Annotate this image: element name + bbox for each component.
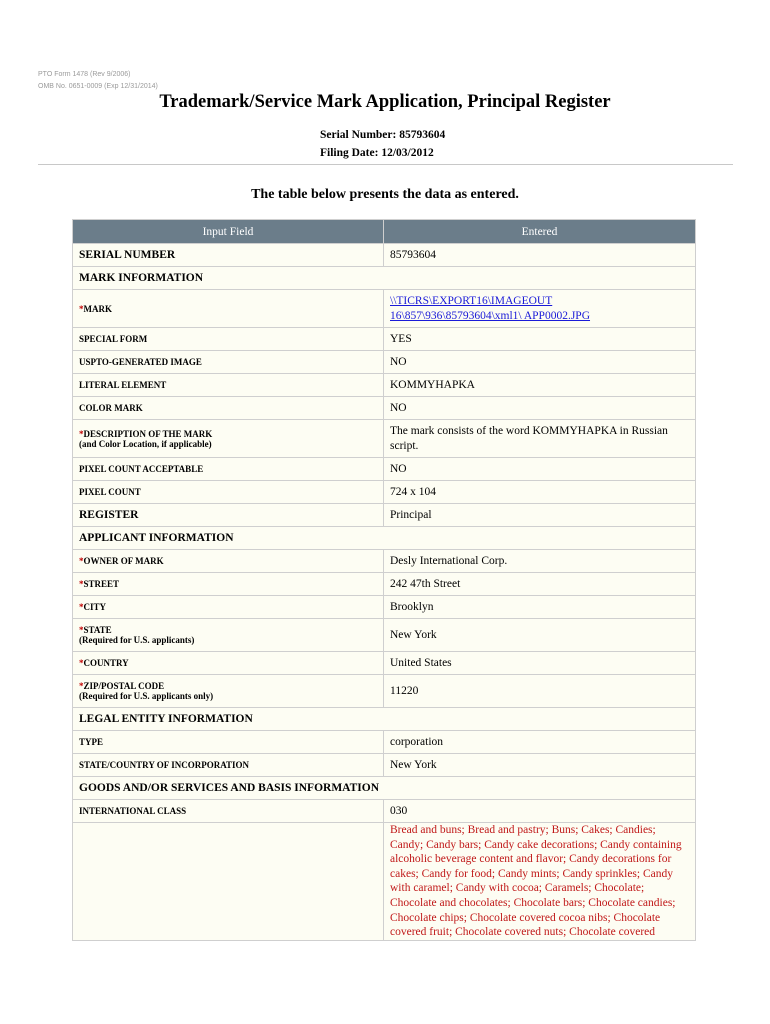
field-value: KOMMYHAPKA [384, 374, 696, 397]
table-row [73, 573, 696, 596]
table-caption: The table below presents the data as entered. [251, 187, 519, 202]
header-entered: Entered [384, 220, 696, 244]
table-row [73, 351, 696, 374]
table-row [73, 374, 696, 397]
field-label: *ZIP/POSTAL CODE (Required for U.S. applicants only) [73, 675, 384, 708]
section-row [73, 777, 696, 800]
section-legal-entity-information: LEGAL ENTITY INFORMATION [73, 708, 696, 731]
field-label: *OWNER OF MARK [73, 550, 384, 573]
table-row [73, 652, 696, 675]
table-row [73, 731, 696, 754]
serial-block [320, 126, 445, 162]
field-label: *STREET [73, 573, 384, 596]
field-value: NO [384, 351, 696, 374]
omb-number: OMB No. 0651-0009 (Exp 12/31/2014) [38, 83, 158, 90]
field-label: SERIAL NUMBER [73, 244, 384, 267]
field-value: 242 47th Street [384, 573, 696, 596]
field-value: New York [384, 754, 696, 777]
section-row [73, 708, 696, 731]
goods-description: Bread and buns; Bread and pastry; Buns; Cakes; Candies; Candy; Candy bars; Candy cake decorations; Candy containing alcoholic beverage content and flavor; Candy decorations for cakes; Candy for food; Candy mints; Candy sprinkles; Candy with caramel; Candy with cocoa; Caramels; Chocolate; Chocolate and chocolates; Chocolate bars; Chocolate candies; Chocolate chips; Chocolate covered cocoa nibs; Chocolate covered fruit; Chocolate covered nuts; Chocolate covered [384, 823, 696, 941]
field-label: REGISTER [73, 504, 384, 527]
field-value: NO [384, 458, 696, 481]
field-label: USPTO-GENERATED IMAGE [73, 351, 384, 374]
page-bottom-margin [0, 957, 770, 1024]
field-label: PIXEL COUNT [73, 481, 384, 504]
field-label: *CITY [73, 596, 384, 619]
field-value: NO [384, 397, 696, 420]
table-row [73, 420, 696, 458]
field-label: STATE/COUNTRY OF INCORPORATION [73, 754, 384, 777]
field-label: *MARK [73, 290, 384, 328]
field-value: New York [384, 619, 696, 652]
field-label: COLOR MARK [73, 397, 384, 420]
form-number: PTO Form 1478 (Rev 9/2006) [38, 71, 131, 78]
field-label: *DESCRIPTION OF THE MARK (and Color Location, if applicable) [73, 420, 384, 458]
table-row [73, 823, 696, 941]
serial-number-line: Serial Number: 85793604 [320, 129, 446, 141]
field-label: LITERAL ELEMENT [73, 374, 384, 397]
table-row [73, 458, 696, 481]
field-value: Desly International Corp. [384, 550, 696, 573]
filing-date-line: Filing Date: 12/03/2012 [320, 147, 434, 159]
field-value [384, 290, 696, 328]
table-row [73, 800, 696, 823]
field-label: PIXEL COUNT ACCEPTABLE [73, 458, 384, 481]
page-title: Trademark/Service Mark Application, Principal Register [159, 92, 611, 112]
field-label: *COUNTRY [73, 652, 384, 675]
field-label: *STATE (Required for U.S. applicants) [73, 619, 384, 652]
field-value: Principal [384, 504, 696, 527]
table-row [73, 481, 696, 504]
section-goods-and-services: GOODS AND/OR SERVICES AND BASIS INFORMATION [73, 777, 696, 800]
table-row [73, 397, 696, 420]
section-mark-information: MARK INFORMATION [73, 267, 696, 290]
field-value: United States [384, 652, 696, 675]
field-value: Brooklyn [384, 596, 696, 619]
field-label [73, 823, 384, 941]
field-value: corporation [384, 731, 696, 754]
field-label: TYPE [73, 731, 384, 754]
field-value: The mark consists of the word KOMMYHAPKA in Russian script. [384, 420, 696, 458]
field-label: INTERNATIONAL CLASS [73, 800, 384, 823]
table-row [73, 290, 696, 328]
field-value: 724 x 104 [384, 481, 696, 504]
section-row [73, 267, 696, 290]
field-value: 030 [384, 800, 696, 823]
header-input-field: Input Field [73, 220, 384, 244]
table-row [73, 675, 696, 708]
section-row [73, 527, 696, 550]
table-row [73, 550, 696, 573]
table-row [73, 328, 696, 351]
table-row [73, 619, 696, 652]
field-label: SPECIAL FORM [73, 328, 384, 351]
application-table [72, 219, 696, 941]
table-row [73, 754, 696, 777]
field-value: 11220 [384, 675, 696, 708]
divider [38, 164, 733, 165]
table-row [73, 596, 696, 619]
table-header [73, 220, 696, 244]
table-row [73, 244, 696, 267]
table-row [73, 504, 696, 527]
field-value: 85793604 [384, 244, 696, 267]
field-value: YES [384, 328, 696, 351]
section-applicant-information: APPLICANT INFORMATION [73, 527, 696, 550]
mark-image-link[interactable]: \\TICRS\EXPORT16\IMAGEOUT 16\857\936\85793604\xml1\ APP0002.JPG [390, 294, 591, 322]
